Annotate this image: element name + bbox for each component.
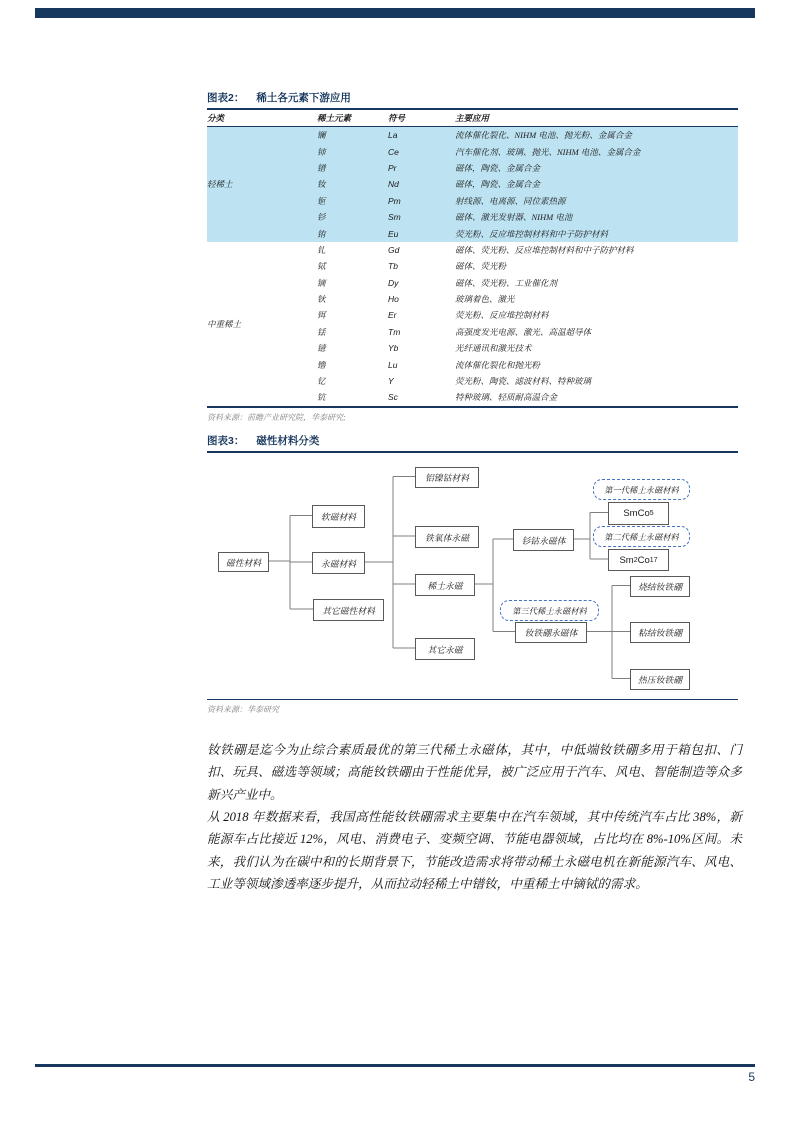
element-name: 镨 [317,160,388,176]
node-rare-earth-magnet: 稀土永磁 [415,574,475,596]
page-number: 5 [748,1070,755,1084]
element-name: 铽 [317,261,326,272]
node-sm2co17 [608,549,669,571]
figure-2-label: 图表2： [207,92,245,104]
element-applications: 玻璃着色、激光 [455,294,515,305]
body-paragraph-1: 钕铁硼是迄今为止综合素质最优的第三代稀土永磁体，其中，中低端钕铁硼多用于箱包扣、门扣、玩具、磁选等领域；高能钕铁硼由于性能优异，被广泛应用于汽车、风电、智能制造等众多新兴产业中。 [207,742,742,802]
formula-text: SmCo [623,508,650,519]
element-name: 铈 [317,143,388,159]
element-name: 镥 [317,359,326,370]
figure-3-title-text: 磁性材料分类 [256,435,320,447]
element-symbol: Gd [388,244,400,255]
element-symbol: Tm [388,326,401,337]
node-ferrite: 铁氧体永磁 [415,526,479,548]
element-symbol: Pm [388,193,455,209]
element-applications: 磁体，陶瓷、金属合金 [455,176,738,192]
element-symbol: Tb [388,261,398,272]
figure-3-block [207,433,738,715]
element-symbol: Y [388,376,394,387]
element-applications: 汽车催化剂、玻璃、抛光、NIHM 电池、金属合金 [455,143,738,159]
node-other-permanent: 其它永磁 [415,638,475,660]
element-applications: 磁体、荧光粉 [455,261,507,272]
rare-earth-table [207,110,738,408]
element-symbol: Nd [388,176,455,192]
formula-sub: 17 [649,556,658,564]
node-soft-magnetic: 软磁材料 [312,505,365,528]
element-applications: 高强度发光电源、激光、高温超导体 [455,326,592,337]
element-symbol: Lu [388,359,398,370]
figure-3-title [207,433,738,453]
element-name: 镱 [317,343,326,354]
element-symbol: La [388,127,455,144]
element-applications: 射线源、电离源、同位素热源 [455,193,738,209]
element-name: 铥 [317,326,326,337]
header-navy-bar [35,8,755,18]
figure-3-label: 图表3： [207,435,245,447]
element-symbol: Er [388,310,397,321]
table-row [207,242,738,258]
category-light-rare-earth: 轻稀土 [207,127,317,242]
element-symbol: Yb [388,343,399,354]
element-name: 铒 [317,310,326,321]
node-smco5 [608,502,669,525]
element-symbol: Sc [388,392,398,403]
element-applications: 磁体、荧光粉、反应堆控制材料和中子防护材料 [455,244,634,255]
col-header-applications: 主要应用 [455,110,738,127]
figure-2-title [207,90,738,110]
figure-3-source: 资料来源：华泰研究 [207,705,279,714]
node-bonded-ndfeb: 粘结钕铁硼 [630,622,690,643]
node-gen2-label: 第二代稀土永磁材料 [593,526,690,547]
element-symbol: Eu [388,225,455,241]
body-paragraph-2: 从 2018 年数据来看，我国高性能钕铁硼需求主要集中在汽车领域，其中传统汽车占比 38%，新能源车占比接近 12%，风电、消费电子、变频空调、节能电器领域，占比均在 8%-10%区间。未来，我们认为在碳中和的长期背景下，节能改造需求将带动稀土永磁电机在新能源汽车、风电、工业等领域渗透率逐步提升，从而拉动轻稀土中镨钕，中重稀土中镝铽的需求。 [207,809,742,892]
element-applications: 光纤通讯和激光技术 [455,343,532,354]
element-symbol: Sm [388,209,455,225]
node-smco-magnet: 钐钴永磁体 [513,529,574,551]
node-ndfeb-magnet: 钕铁硼永磁体 [515,622,587,643]
element-name: 镧 [317,127,388,144]
element-symbol: Pr [388,160,455,176]
element-applications: 荧光粉、陶瓷、滤波材料、特种玻璃 [455,376,592,387]
col-header-symbol: 符号 [388,110,455,127]
element-applications: 荧光粉、反应堆控制材料 [455,310,549,321]
element-name: 镝 [317,277,326,288]
element-applications: 特种玻璃、轻质耐高温合金 [455,392,558,403]
figure-2-block [207,90,738,423]
element-name: 钇 [317,376,326,387]
element-name: 钕 [317,176,388,192]
element-name: 钪 [317,392,326,403]
node-gen1-label: 第一代稀土永磁材料 [593,479,690,500]
element-applications: 磁体、荧光粉、工业催化剂 [455,277,558,288]
node-hot-pressed-ndfeb: 热压钕铁硼 [630,669,690,690]
element-symbol: Dy [388,277,399,288]
figure-2-title-text: 稀土各元素下游应用 [256,92,351,104]
element-symbol: Ho [388,294,399,305]
col-header-category: 分类 [207,110,317,127]
element-applications: 磁体、激光发射器、NIHM 电池 [455,209,738,225]
footer-navy-rule [35,1064,755,1067]
table-row [207,127,738,144]
magnetic-materials-tree [207,461,738,700]
category-mid-heavy-rare-earth: 中重稀土 [207,318,242,329]
formula-text: Co [637,554,650,566]
formula-sub: 5 [649,510,654,517]
formula-text: Sm [619,554,634,566]
node-other-magnetic: 其它磁性材料 [313,599,384,621]
element-name: 钐 [317,209,388,225]
node-gen3-label: 第三代稀土永磁材料 [500,600,599,621]
node-permanent-magnet: 永磁材料 [312,552,365,574]
node-alnico: 铝镍钴材料 [415,467,479,488]
figure-2-source: 资料来源：前瞻产业研究院，华泰研究; [207,412,346,422]
element-applications: 流体催化裂化、NIHM 电池、抛光粉、金属合金 [455,127,738,144]
element-name: 钷 [317,193,388,209]
element-applications: 磁体，陶瓷、金属合金 [455,160,738,176]
formula-sub: 2 [633,556,638,564]
element-symbol: Ce [388,143,455,159]
element-name: 铕 [317,225,388,241]
table-header-row [207,110,738,127]
element-applications: 流体催化裂化和抛光粉 [455,359,541,370]
node-magnetic-materials: 磁性材料 [218,552,269,572]
element-name: 钆 [317,244,326,255]
element-name: 钬 [317,294,326,305]
node-sintered-ndfeb: 烧结钕铁硼 [630,576,690,597]
element-applications: 荧光粉、反应堆控制材料和中子防护材料 [455,225,738,241]
col-header-element: 稀土元素 [317,110,388,127]
